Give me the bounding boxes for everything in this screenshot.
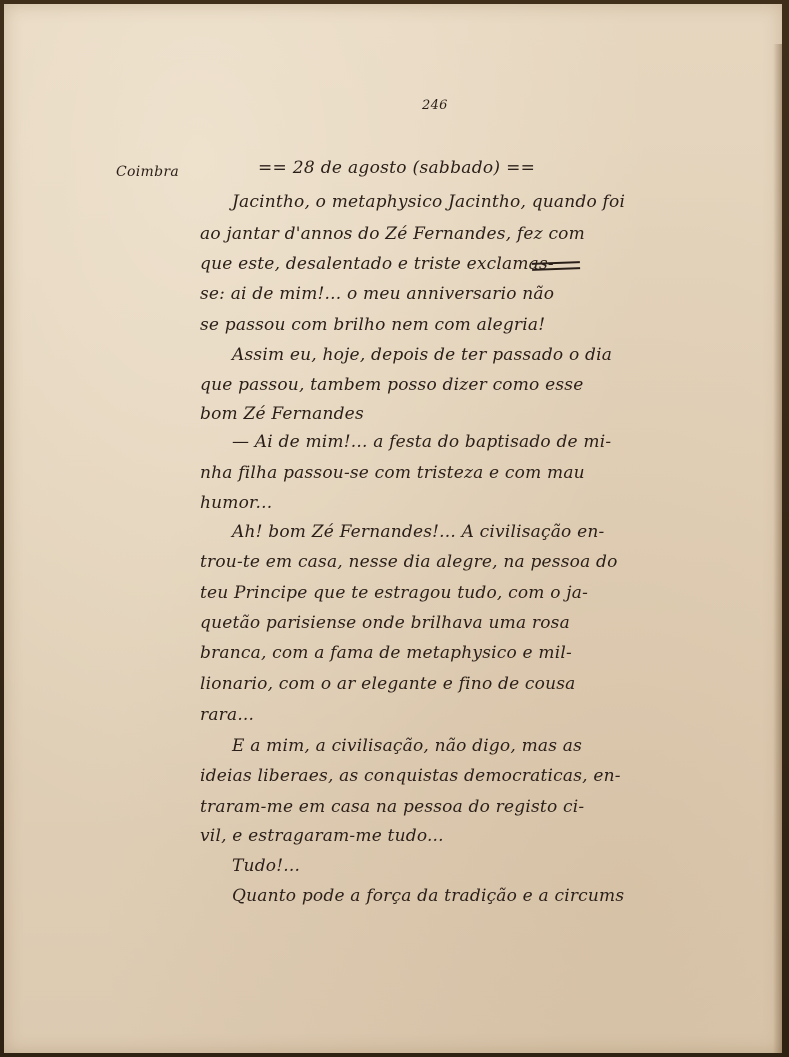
text-line: Ah! bom Zé Fernandes!... A civilisação en- bbox=[232, 522, 605, 542]
diary-date-heading: == 28 de agosto (sabbado) == bbox=[258, 158, 536, 178]
margin-place-note: Coimbra bbox=[116, 164, 179, 180]
text-line: vil, e estragaram-me tudo... bbox=[200, 826, 444, 846]
text-line: bom Zé Fernandes bbox=[200, 404, 364, 424]
text-line: ideias liberaes, as conquistas democraticas, en- bbox=[200, 766, 621, 786]
manuscript-page bbox=[4, 4, 782, 1053]
text-line: ao jantar d'annos do Zé Fernandes, fez com bbox=[200, 224, 585, 244]
page-number: 246 bbox=[422, 98, 448, 113]
text-line: trou-te em casa, nesse dia alegre, na pessoa do bbox=[200, 552, 618, 572]
text-line: que passou, tambem posso dizer como esse bbox=[200, 375, 584, 395]
text-line: que este, desalentado e triste exclamas- bbox=[200, 254, 554, 274]
text-line: branca, com a fama de metaphysico e mil- bbox=[200, 643, 572, 663]
text-line: humor... bbox=[200, 493, 273, 513]
text-line: se passou com brilho nem com alegria! bbox=[200, 315, 546, 335]
text-line: se: ai de mim!... o meu anniversario não bbox=[200, 284, 555, 304]
page-fold-shadow bbox=[773, 44, 782, 1053]
text-line: — Ai de mim!... a festa do baptisado de mi- bbox=[232, 432, 612, 452]
text-line: Jacintho, o metaphysico Jacintho, quando foi bbox=[232, 192, 626, 212]
text-line: Assim eu, hoje, depois de ter passado o dia bbox=[232, 345, 613, 365]
text-line: nha filha passou-se com tristeza e com mau bbox=[200, 463, 585, 483]
text-line: Tudo!... bbox=[232, 856, 301, 876]
text-line: rara... bbox=[200, 705, 255, 725]
text-line: E a mim, a civilisação, não digo, mas as bbox=[232, 736, 583, 756]
text-line: quetão parisiense onde brilhava uma rosa bbox=[200, 613, 570, 633]
text-line: Quanto pode a força da tradição e a circums bbox=[232, 886, 625, 906]
text-line: teu Principe que te estragou tudo, com o ja- bbox=[200, 583, 589, 603]
struck-out-word bbox=[532, 261, 580, 271]
text-line: lionario, com o ar elegante e fino de cousa bbox=[200, 674, 576, 694]
text-line: traram-me em casa na pessoa do registo ci- bbox=[200, 797, 585, 817]
